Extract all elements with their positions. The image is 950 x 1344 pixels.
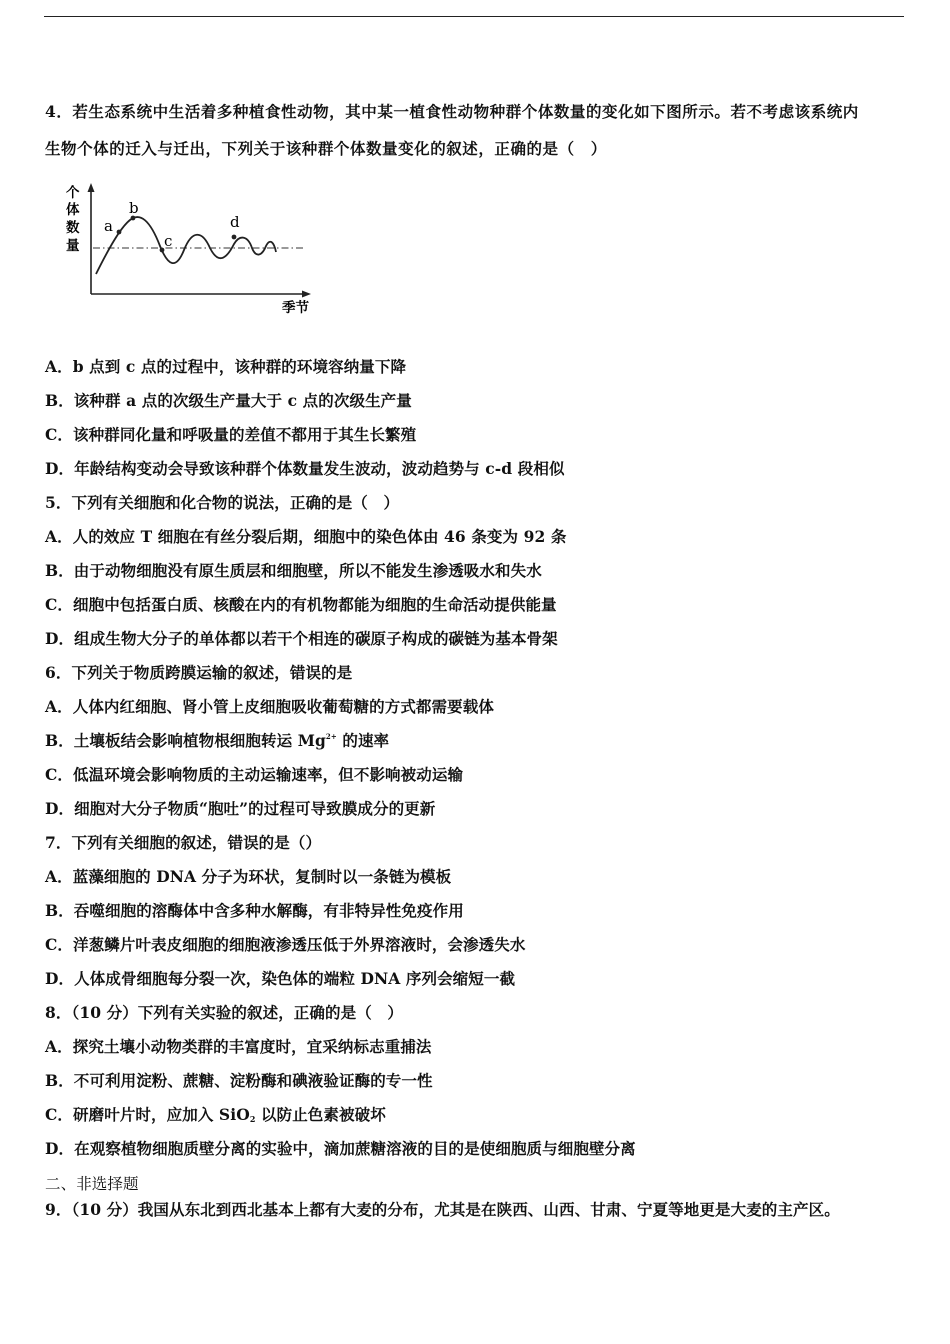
q6-option-c: C．低温环境会影响物质的主动运输速率，但不影响被动运输: [45, 765, 464, 784]
y-label-char-2: 体: [66, 202, 80, 218]
point-b-label: b: [129, 199, 139, 217]
q5-option-b: B．由于动物细胞没有原生质层和细胞壁，所以不能发生渗透吸水和失水: [45, 561, 542, 580]
q7-option-b: B．吞噬细胞的溶酶体中含多种水解酶，有非特异性免疫作用: [45, 901, 464, 920]
q5-option-c: C．细胞中包括蛋白质、核酸在内的有机物都能为细胞的生命活动提供能量: [45, 595, 557, 614]
x-axis-label: 季节: [282, 300, 309, 316]
q9-stem: 9．（10 分）我国从东北到西北基本上都有大麦的分布，尤其是在陕西、山西、甘肃、宁夏等地更是大麦的主产区。: [45, 1200, 840, 1219]
section2-heading: 二、非选择题: [45, 1175, 139, 1193]
q6-option-b: [45, 731, 389, 751]
q8-stem: 8．（10 分）下列有关实验的叙述，正确的是（ ）: [45, 1003, 404, 1022]
q7-option-d: D．人体成骨细胞每分裂一次，染色体的端粒 DNA 序列会缩短一截: [45, 969, 516, 988]
point-d-marker: [232, 235, 237, 240]
q8-option-c-text: C．研磨叶片时，应加入 SiO: [45, 1105, 250, 1124]
q5-stem: 5．下列有关细胞和化合物的说法，正确的是（ ）: [45, 493, 400, 512]
q6-option-b-tail: 的速率: [336, 731, 390, 750]
sio2-subscript: 2: [249, 1114, 256, 1124]
q7-option-c: C．洋葱鳞片叶表皮细胞的细胞液渗透压低于外界溶液时，会渗透失水: [45, 935, 526, 954]
q4-stem-line2: 生物个体的迁入与迁出，下列关于该种群个体数量变化的叙述，正确的是（ ）: [45, 139, 607, 158]
point-a-label: a: [104, 217, 113, 235]
point-d-label: d: [230, 213, 240, 231]
q8-option-c: [45, 1105, 386, 1125]
q8-option-a: A．探究土壤小动物类群的丰富度时，宜采纳标志重捕法: [45, 1037, 432, 1056]
q7-stem: 7．下列有关细胞的叙述，错误的是（）: [45, 833, 322, 852]
x-axis-arrow: [302, 291, 311, 298]
q4-stem-line1: 4．若生态系统中生活着多种植食性动物，其中某一植食性动物种群个体数量的变化如下图所示。若不考虑该系统内: [45, 102, 859, 121]
y-label-char-3: 数: [66, 220, 80, 236]
y-label-char-1: 个: [66, 185, 80, 201]
y-axis-arrow: [88, 183, 95, 192]
q4-option-a: A．b 点到 c 点的过程中，该种群的环境容纳量下降: [45, 357, 407, 376]
q8-option-b: B．不可利用淀粉、蔗糖、淀粉酶和碘液验证酶的专一性: [45, 1071, 433, 1090]
q6-option-a: A．人体内红细胞、肾小管上皮细胞吸收葡萄糖的方式都需要载体: [45, 697, 494, 716]
mg-charge-superscript: 2+: [325, 732, 337, 741]
q4-option-d: D．年龄结构变动会导致该种群个体数量发生波动，波动趋势与 c-d 段相似: [45, 459, 565, 478]
q8-option-c-tail: 以防止色素被破坏: [255, 1105, 386, 1124]
q5-option-d: D．组成生物大分子的单体都以若干个相连的碳原子构成的碳链为基本骨架: [45, 629, 558, 648]
header-rule: [44, 16, 904, 17]
q4-option-b: B．该种群 a 点的次级生产量大于 c 点的次级生产量: [45, 391, 412, 410]
population-fluctuation-graph: [60, 180, 322, 320]
q6-option-d: D．细胞对大分子物质“胞吐”的过程可导致膜成分的更新: [45, 799, 436, 818]
q6-stem: 6．下列关于物质跨膜运输的叙述，错误的是: [45, 663, 353, 682]
q8-option-d: D．在观察植物细胞质壁分离的实验中，滴加蔗糖溶液的目的是使细胞质与细胞壁分离: [45, 1139, 636, 1158]
q5-option-a: A．人的效应 T 细胞在有丝分裂后期，细胞中的染色体由 46 条变为 92 条: [45, 527, 567, 546]
population-curve: [96, 217, 276, 274]
q4-option-c: C．该种群同化量和呼吸量的差值不都用于其生长繁殖: [45, 425, 417, 444]
q6-option-b-text: B．土壤板结会影响植物根细胞转运 Mg: [45, 731, 326, 750]
point-a-marker: [117, 230, 122, 235]
point-c-label: c: [164, 232, 173, 250]
q7-option-a: A．蓝藻细胞的 DNA 分子为环状，复制时以一条链为模板: [45, 867, 452, 886]
y-label-char-4: 量: [66, 238, 80, 254]
